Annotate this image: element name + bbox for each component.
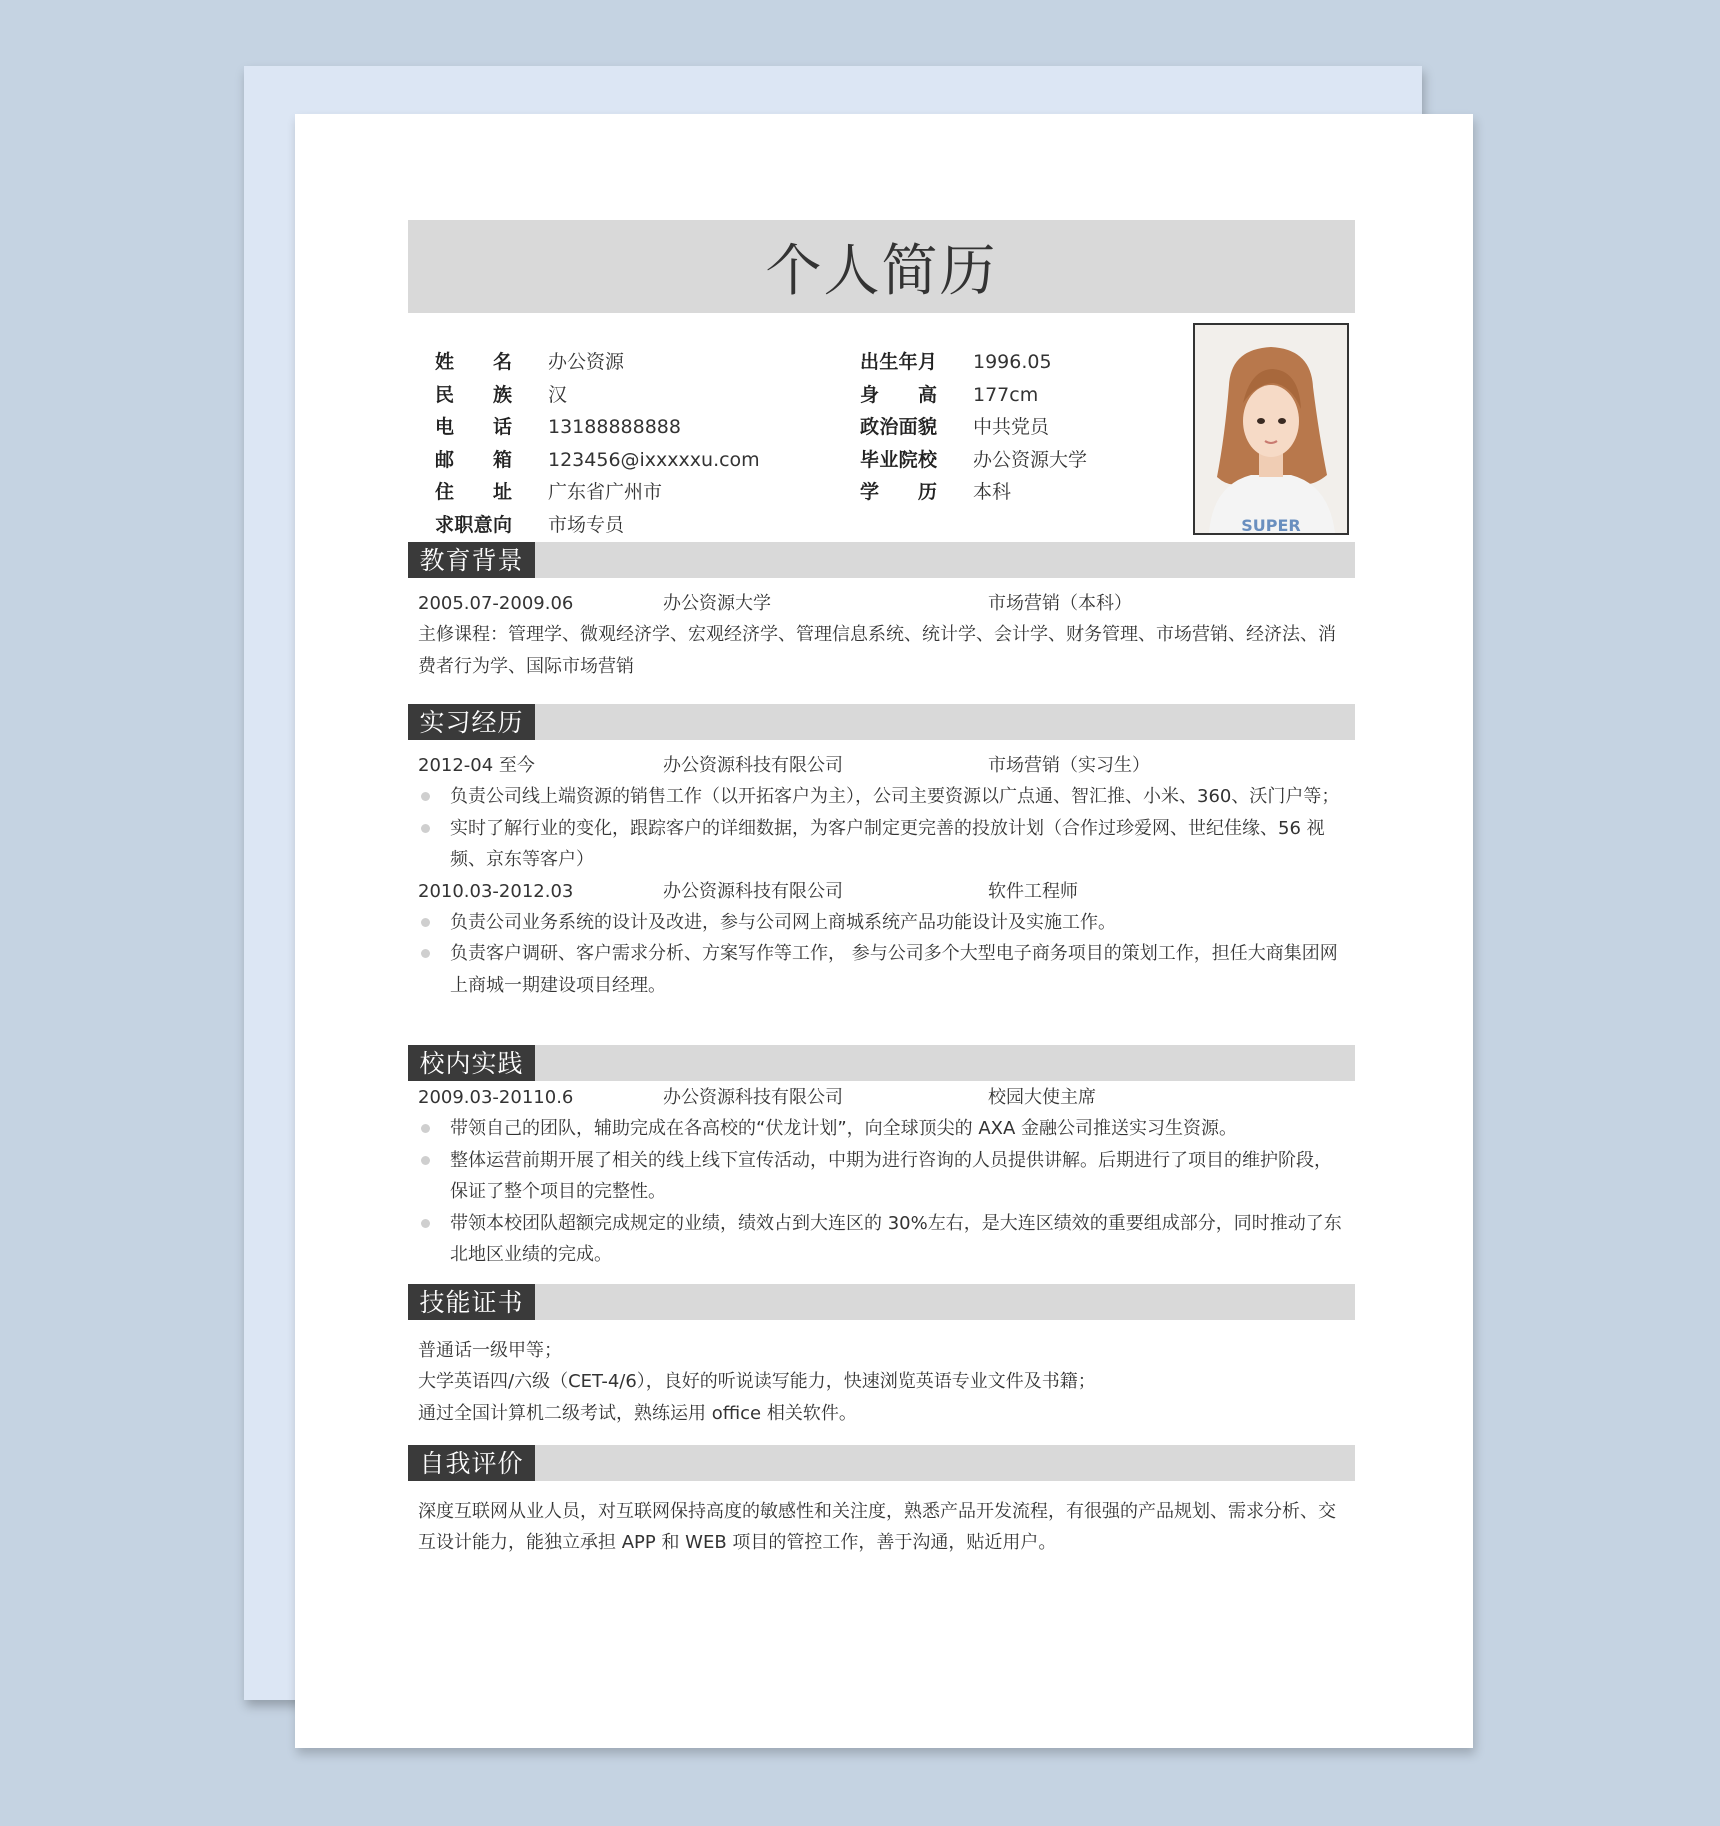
bullet-list (418, 1113, 1348, 1270)
section-education-header (408, 542, 1355, 578)
info-value: 123456@ixxxxxu.com (548, 448, 760, 471)
entry-role: 软件工程师 (988, 880, 1078, 902)
info-value: 177cm (973, 383, 1039, 406)
info-label: 身高 (860, 383, 937, 406)
entry-head (418, 1082, 1348, 1113)
section-title: 技能证书 (408, 1284, 535, 1320)
section-title: 校内实践 (408, 1045, 535, 1081)
entry-role: 市场营销（实习生） (988, 755, 1150, 776)
self-evaluation-text: 深度互联网从业人员，对互联网保持高度的敏感性和关注度，熟悉产品开发流程，有很强的产品规划、需求分析、交互设计能力，能独立承担 APP 和 WEB 项目的管控工作，善于沟通，贴近用户。 (418, 1501, 1336, 1554)
section-skills-header (408, 1284, 1355, 1320)
entry-role: 校园大使主席 (988, 1087, 1096, 1108)
section-title: 实习经历 (408, 704, 535, 740)
info-label: 邮箱 (435, 448, 512, 471)
page-title: 个人简历 (765, 238, 998, 304)
info-value: 1996.05 (973, 351, 1052, 373)
info-label: 出生年月 (860, 351, 937, 373)
info-label: 住址 (435, 481, 512, 504)
profile-photo (1193, 323, 1349, 535)
list-item: 带领本校团队超额完成规定的业绩，绩效占到大连区的 30%左右，是大连区绩效的重要组成部分，同时推动了东北地区业绩的完成。 (418, 1208, 1348, 1271)
list-item: 带领自己的团队，辅助完成在各高校的“伏龙计划”，向全球顶尖的 AXA 金融公司推送实习生资源。 (418, 1113, 1348, 1144)
self-evaluation-block (418, 1496, 1348, 1559)
internship-block (418, 750, 1348, 1001)
courses-text: 主修课程：管理学、微观经济学、宏观经济学、管理信息系统、统计学、会计学、财务管理、市场营销、经济法、消费者行为学、国际市场营销 (418, 624, 1336, 677)
entry-major: 市场营销（本科） (988, 593, 1132, 614)
info-label: 求职意向 (435, 513, 512, 536)
portrait-illustration (1195, 325, 1347, 533)
title-bar (408, 220, 1355, 313)
entry-head (418, 876, 1348, 907)
skill-item: 普通话一级甲等； (418, 1340, 562, 1361)
entry-date: 2005.07-2009.06 (418, 593, 574, 614)
info-row (435, 509, 1135, 542)
info-value: 中共党员 (973, 416, 1050, 439)
education-block (418, 588, 1348, 682)
skills-block (418, 1335, 1348, 1429)
entry-date: 2012-04 至今 (418, 755, 535, 776)
info-value: 办公资源大学 (973, 448, 1088, 471)
section-campus-header (408, 1045, 1355, 1081)
resume-page (295, 114, 1473, 1748)
entry-head (418, 588, 1348, 619)
skill-item: 通过全国计算机二级考试，熟练运用 office 相关软件。 (418, 1402, 857, 1424)
entry-date: 2009.03-20110.6 (418, 1087, 574, 1108)
entry-head (418, 750, 1348, 781)
shirt-print-text: SUPER (1241, 516, 1301, 533)
list-item: 负责公司业务系统的设计及改进，参与公司网上商城系统产品功能设计及实施工作。 (418, 907, 1348, 938)
list-item: 整体运营前期开展了相关的线上线下宣传活动，中期为进行咨询的人员提供讲解。后期进行了项目的维护阶段，保证了整个项目的完整性。 (418, 1145, 1348, 1208)
section-internship-header (408, 704, 1355, 740)
info-value: 本科 (973, 481, 1012, 504)
info-label: 政治面貌 (860, 416, 937, 439)
info-label: 学历 (860, 481, 937, 504)
skill-item: 大学英语四/六级（CET-4/6），良好的听说读写能力，快速浏览英语专业文件及书籍； (418, 1371, 1096, 1393)
entry-date: 2010.03-2012.03 (418, 880, 574, 902)
info-value: 13188888888 (548, 416, 681, 439)
info-value: 广东省广州市 (548, 481, 663, 504)
entry-company: 办公资源科技有限公司 (663, 755, 843, 776)
list-item: 负责公司线上端资源的销售工作（以开拓客户为主），公司主要资源以广点通、智汇推、小米、360、沃门户等； (418, 781, 1348, 812)
info-value: 市场专员 (548, 513, 625, 536)
info-label: 毕业院校 (860, 448, 937, 471)
info-label: 民族 (435, 383, 512, 406)
bullet-list (418, 781, 1348, 875)
bullet-list (418, 907, 1348, 1001)
campus-block (418, 1082, 1348, 1270)
info-label: 电话 (435, 416, 512, 439)
info-value: 办公资源 (548, 351, 625, 373)
list-item: 负责客户调研、客户需求分析、方案写作等工作， 参与公司多个大型电子商务项目的策划工作，担任大商集团网上商城一期建设项目经理。 (418, 938, 1348, 1001)
entry-school: 办公资源大学 (663, 593, 771, 614)
section-title: 自我评价 (408, 1445, 535, 1481)
personal-info (435, 346, 1135, 542)
section-title: 教育背景 (408, 542, 535, 578)
section-self-header (408, 1445, 1355, 1481)
info-value: 汉 (548, 383, 568, 406)
entry-company: 办公资源科技有限公司 (663, 880, 843, 902)
list-item: 实时了解行业的变化，跟踪客户的详细数据，为客户制定更完善的投放计划（合作过珍爱网、世纪佳缘、56 视频、京东等客户） (418, 813, 1348, 876)
info-label: 姓名 (435, 351, 512, 373)
entry-company: 办公资源科技有限公司 (663, 1087, 843, 1108)
